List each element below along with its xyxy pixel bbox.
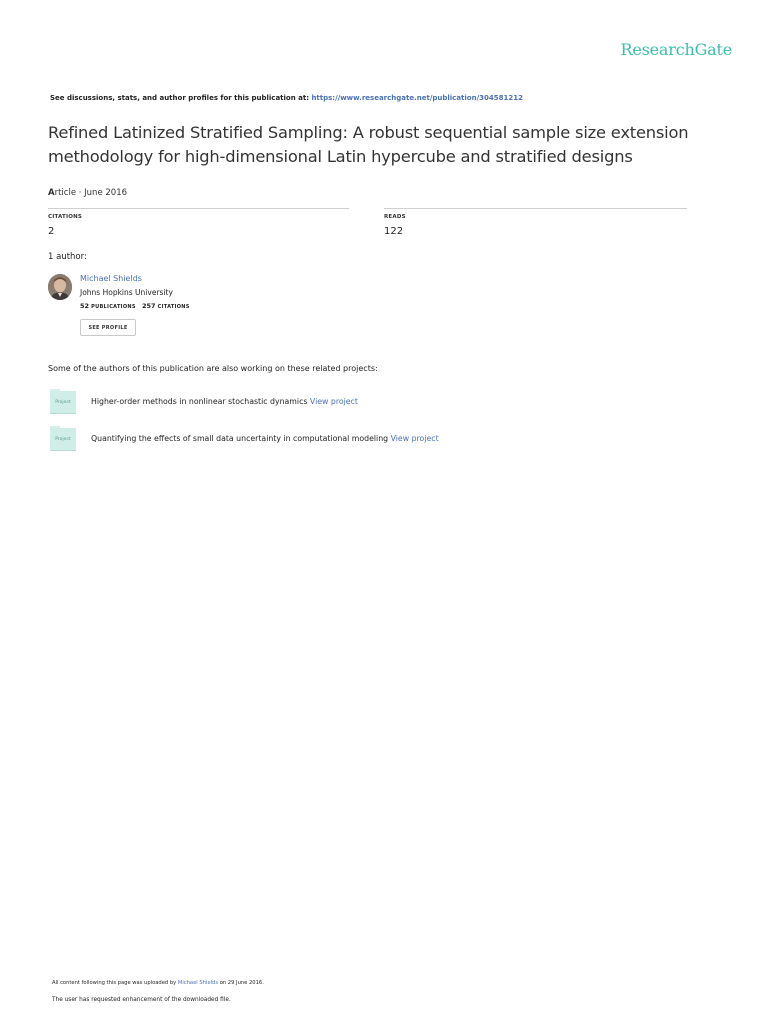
paper-title: Refined Latinized Stratified Sampling: A robust sequential sample size extension methodology for high-dimensional Latin hypercube and stratified designs (48, 123, 689, 166)
folder-body (50, 391, 76, 414)
upload-note-prefix: All content following this page was uploaded by (52, 980, 178, 986)
related-project-item (91, 397, 358, 406)
related-project-title: Quantifying the effects of small data uncertainty in computational modeling (91, 434, 391, 443)
see-profile-button[interactable]: SEE PROFILE (80, 319, 136, 336)
view-project-link[interactable]: View project (309, 397, 358, 406)
uploader-link[interactable]: Michael Shields (177, 980, 219, 986)
folder-body (50, 428, 76, 451)
author-stats (80, 302, 190, 310)
discussion-note-text: See discussions, stats, and author profiles for this publication at: (50, 94, 312, 102)
article-date: · June 2016 (76, 188, 128, 198)
citations-label: CITATIONS (48, 214, 83, 220)
author-publications-count: 52 (80, 302, 90, 310)
authors-count: 1 author: (48, 252, 87, 262)
article-meta (48, 188, 127, 198)
article-type-rest: rticle (54, 188, 77, 198)
author-photo-icon (48, 274, 72, 300)
author-citations-count: 257 (141, 302, 156, 310)
discussion-note (50, 94, 523, 102)
author-avatar[interactable] (48, 274, 72, 300)
author-citations-label: CITATIONS (157, 304, 190, 310)
upload-note (52, 980, 264, 986)
project-icon-label: Project (55, 399, 71, 405)
article-type-initial: A (48, 188, 55, 198)
related-project-title: Higher-order methods in nonlinear stochastic dynamics (91, 397, 310, 406)
upload-note-suffix: on 29 June 2016. (218, 980, 264, 986)
project-icon-label: Project (55, 436, 71, 442)
author-affiliation: Johns Hopkins University (80, 288, 173, 297)
author-name-link[interactable]: Michael Shields (80, 274, 142, 283)
author-publications-label: PUBLICATIONS (91, 304, 136, 310)
project-folder-icon[interactable] (50, 426, 76, 450)
project-folder-icon[interactable] (50, 389, 76, 413)
reads-divider (384, 208, 687, 209)
citations-count: 2 (48, 226, 55, 237)
citations-divider (48, 208, 349, 209)
reads-count: 122 (384, 226, 404, 237)
researchgate-logo[interactable]: ResearchGate (620, 40, 732, 59)
related-projects-heading: Some of the authors of this publication are also working on these related projects: (48, 364, 378, 373)
view-project-link[interactable]: View project (390, 434, 439, 443)
related-project-item (91, 434, 439, 443)
publication-url-link[interactable]: https://www.researchgate.net/publication/304581212 (311, 94, 523, 102)
reads-label: READS (384, 214, 406, 220)
enhancement-note: The user has requested enhancement of the downloaded file. (52, 997, 231, 1003)
